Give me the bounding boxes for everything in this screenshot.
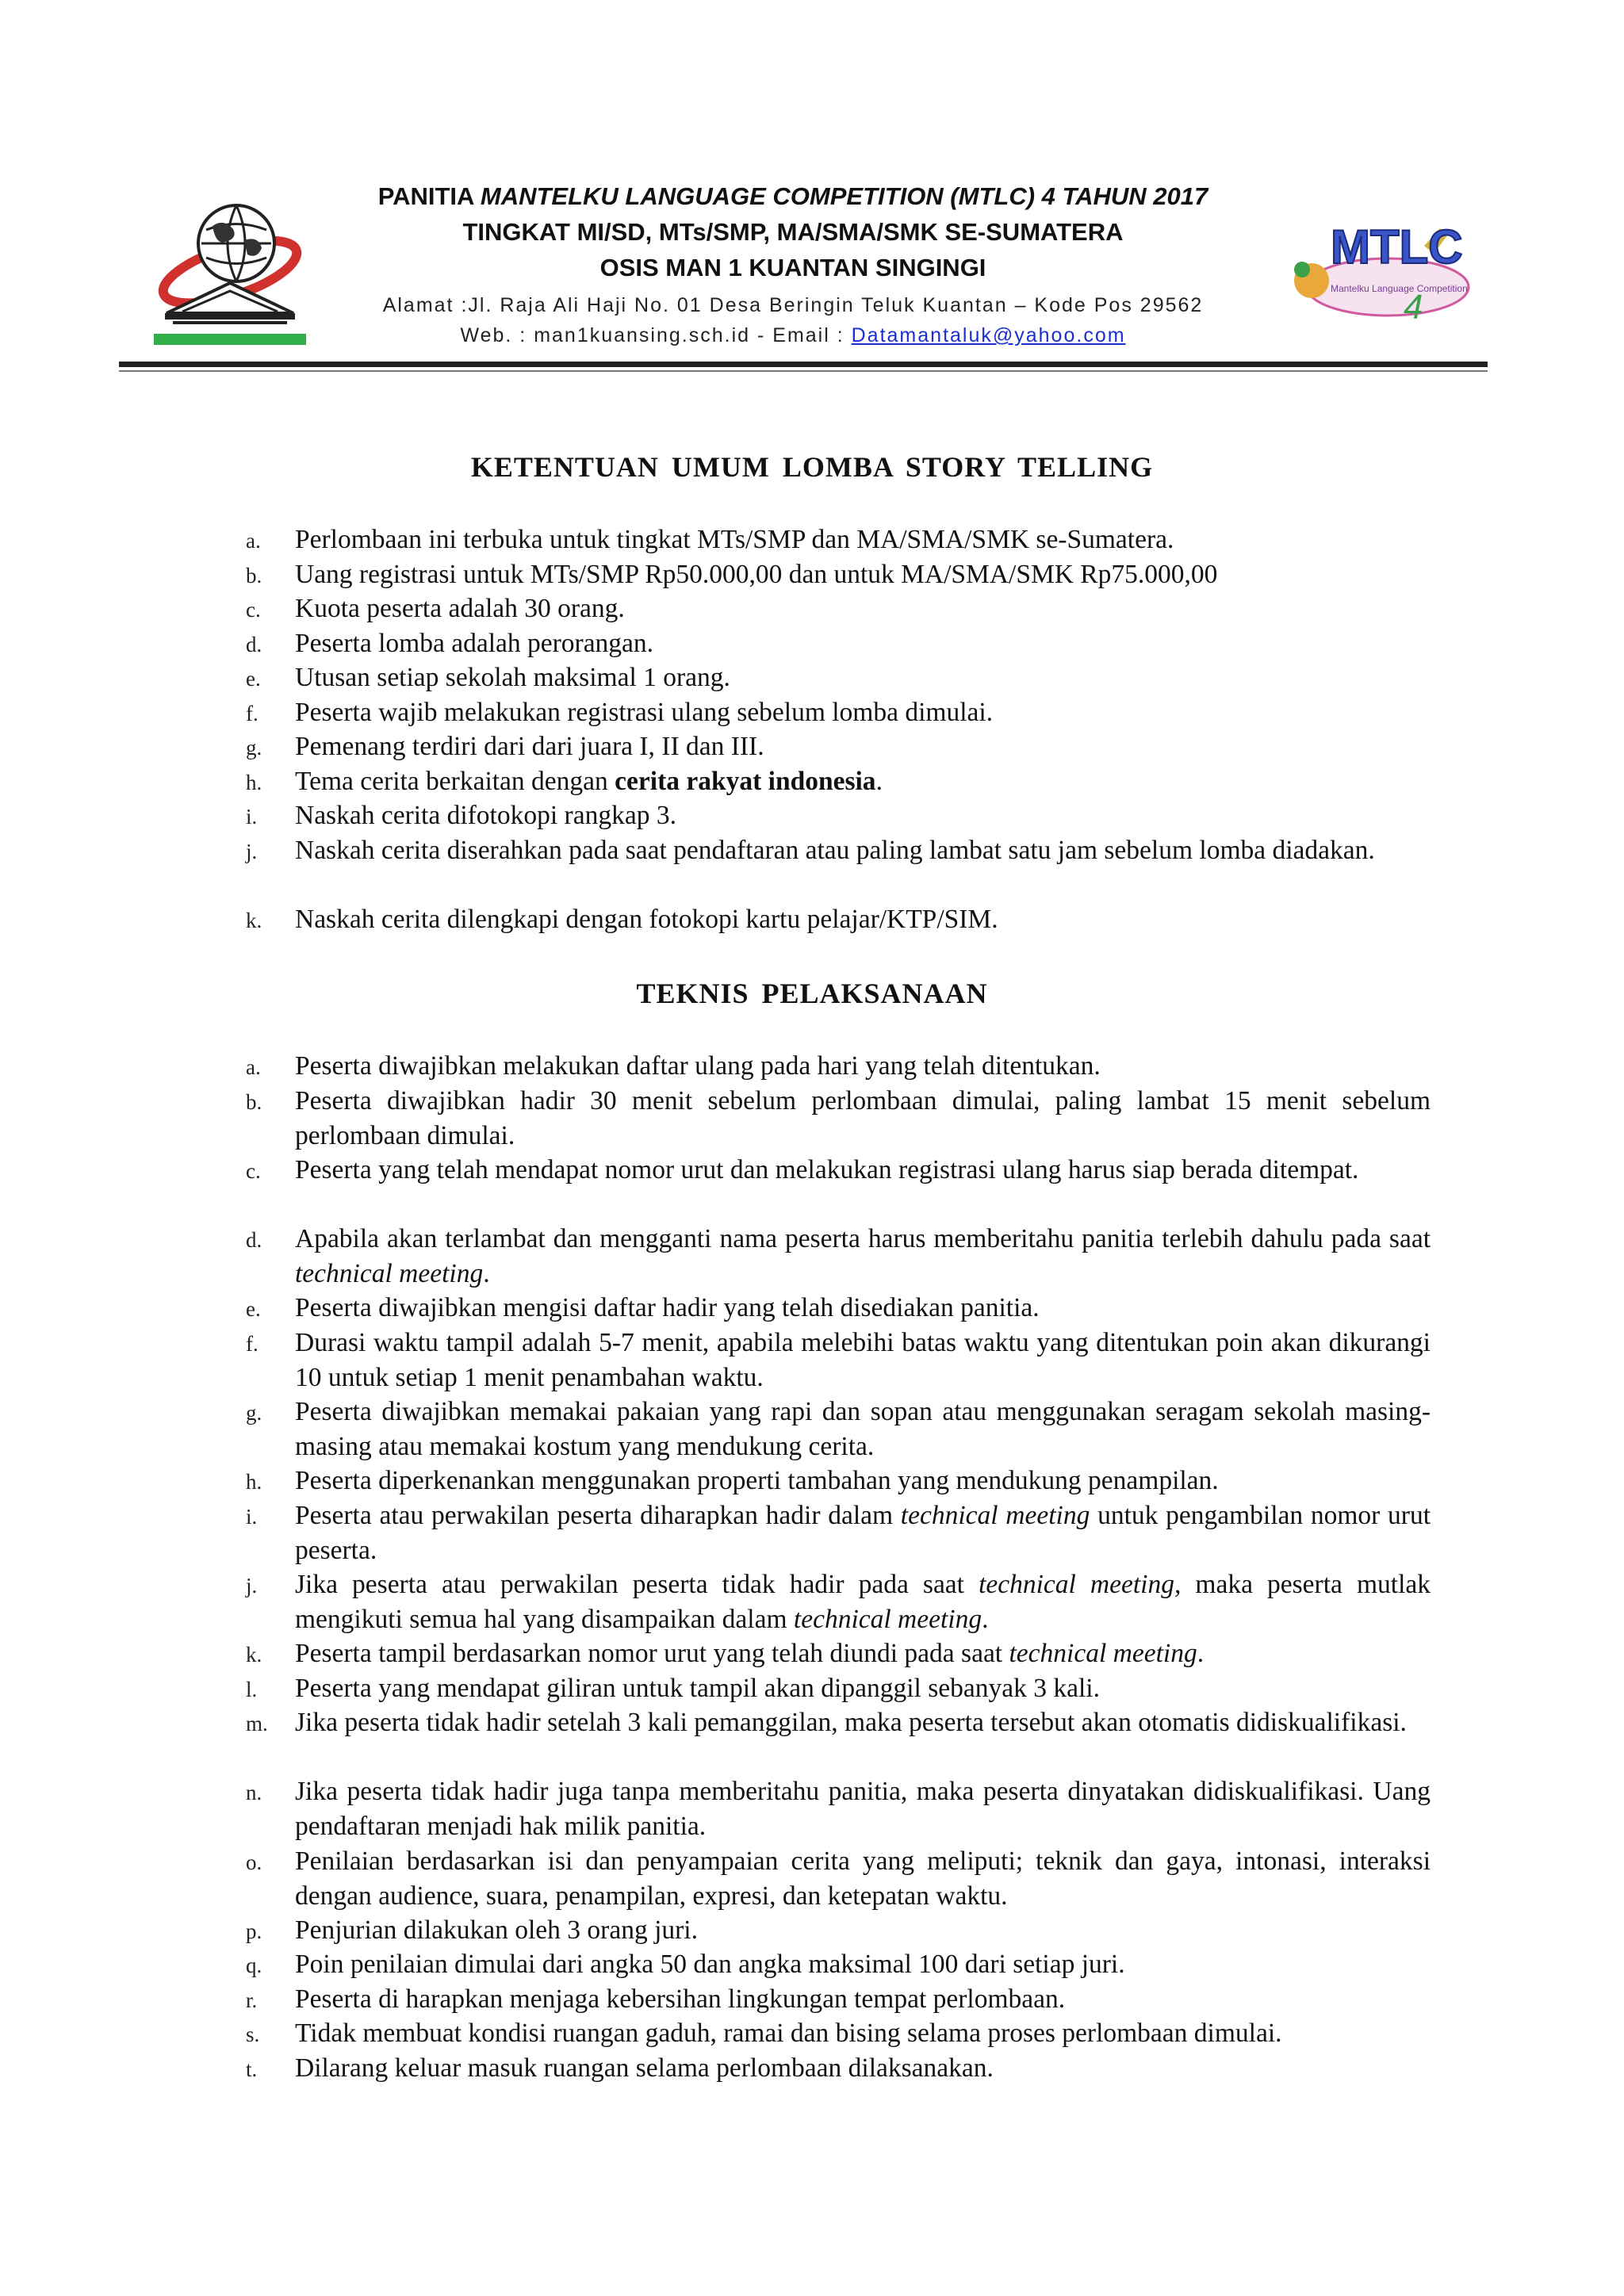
list-item: h. Peserta diperkenankan menggunakan properti tambahan yang mendukung penampilan. [246,1466,1219,1495]
letterhead-web-email: Web. : man1kuansing.sch.id - Email : Datamantaluk@yahoo.com [460,324,1126,346]
list-item: b. Uang registrasi untuk MTs/SMP Rp50.000,00 dan untuk MA/SMA/SMK Rp75.000,00 [246,560,1218,589]
list-item: f. Durasi waktu tampil adalah 5-7 menit, apabila melebihi batas waktu yang ditentukan poin akan dikurangi 10 untuk setiap 1 menit penambahan waktu. [246,1328,1431,1392]
list-item: e. Utusan setiap sekolah maksimal 1 orang. [246,663,730,692]
list-item: p. Penjurian dilakukan oleh 3 orang juri. [246,1915,698,1945]
letterhead-org-line: OSIS MAN 1 KUANTAN SINGINGI [599,254,986,281]
letterhead-rule-thin [119,370,1488,372]
list-item: k. Peserta tampil berdasarkan nomor urut yang telah diundi pada saat technical meeting. [246,1639,1205,1668]
emphasis-text: cerita rakyat indonesia [615,767,876,796]
mtlc-logo-subtext: Mantelku Language Competition [1331,283,1468,294]
letterhead-address: Alamat :Jl. Raja Ali Haji No. 01 Desa Beringin Teluk Kuantan – Kode Pos 29562 [382,294,1204,316]
list-item: l. Peserta yang mendapat giliran untuk tampil akan dipanggil sebanyak 3 kali. [246,1674,1100,1703]
list-item: a. Perlombaan ini terbuka untuk tingkat MTs/SMP dan MA/SMA/SMK se-Sumatera. [246,525,1174,554]
list-item: d. Peserta lomba adalah perorangan. [246,629,654,658]
list-item: f. Peserta wajib melakukan registrasi ulang sebelum lomba dimulai. [246,698,994,727]
list-item: i. Naskah cerita difotokopi rangkap 3. [246,801,676,830]
letterhead [317,178,1269,350]
list-item: t. Dilarang keluar masuk ruangan selama perlombaan dilaksanakan. [246,2053,994,2083]
list-item: s. Tidak membuat kondisi ruangan gaduh, ramai dan bising selama proses perlombaan dimulai. [246,2019,1282,2048]
list-item: b. Peserta diwajibkan hadir 30 menit sebelum perlombaan dimulai, paling lambat 15 menit sebelum perlombaan dimulai. [246,1086,1431,1150]
mtlc-logo [1285,214,1475,333]
list-item: r. Peserta di harapkan menjaga kebersihan lingkungan tempat perlombaan. [246,1984,1066,2014]
list-item: j. Jika peserta atau perwakilan peserta tidak hadir pada saat technical meeting, maka peserta mutlak mengikuti semua hal yang disampaikan dalam technical meeting. [246,1570,1431,1634]
letterhead-level-line: TINGKAT MI/SD, MTs/SMP, MA/SMA/SMK SE-SUMATERA [462,218,1124,246]
mtlc-logo-text: MTLC [1331,220,1463,274]
list-item: j. Naskah cerita diserahkan pada saat pendaftaran atau paling lambat satu jam sebelum lomba diadakan. [246,836,1375,865]
mtlc-logo-number: 4 [1404,288,1423,327]
list-item: a. Peserta diwajibkan melakukan daftar ulang pada hari yang telah ditentukan. [246,1051,1101,1081]
list-item: g. Peserta diwajibkan memakai pakaian yang rapi dan sopan atau menggunakan seragam sekolah masing-masing atau memakai kostum yang mendukung cerita. [246,1397,1431,1461]
list-item: e. Peserta diwajibkan mengisi daftar hadir yang telah disediakan panitia. [246,1293,1040,1322]
list-item: k. Naskah cerita dilengkapi dengan fotokopi kartu pelajar/KTP/SIM. [246,905,998,934]
technical-rules-title: TEKNIS PELAKSANAAN [636,978,988,1009]
list-item: d. Apabila akan terlambat dan mengganti nama peserta harus memberitahu panitia terlebih dahulu pada saat technical meeting. [246,1224,1431,1288]
list-item: q. Poin penilaian dimulai dari angka 50 dan angka maksimal 100 dari setiap juri. [246,1950,1125,1979]
list-item: c. Peserta yang telah mendapat nomor urut dan melakukan registrasi ulang harus siap berada ditempat. [246,1155,1359,1184]
list-item: i. Peserta atau perwakilan peserta diharapkan hadir dalam technical meeting untuk pengambilan nomor urut peserta. [246,1501,1431,1565]
osis-logo [151,194,309,349]
list-item: h. Tema cerita berkaitan dengan cerita rakyat indonesia. [246,767,883,796]
general-rules-title: KETENTUAN UMUM LOMBA STORY TELLING [470,451,1154,483]
letterhead-rule [119,362,1488,367]
list-item: g. Pemenang terdiri dari dari juara I, II dan III. [246,732,764,761]
letterhead-committee-line: PANITIA MANTELKU LANGUAGE COMPETITION (MTLC) 4 TAHUN 2017 [377,182,1208,210]
email-link[interactable]: Datamantaluk@yahoo.com [851,324,1126,346]
list-item: o. Penilaian berdasarkan isi dan penyampaian cerita yang meliputi; teknik dan gaya, intonasi, interaksi dengan audience, suara, penampilan, expresi, dan ketepatan waktu. [246,1846,1431,1911]
list-item: c. Kuota peserta adalah 30 orang. [246,594,625,623]
list-item: n. Jika peserta tidak hadir juga tanpa memberitahu panitia, maka peserta dinyatakan didiskualifikasi. Uang pendaftaran menjadi hak milik panitia. [246,1777,1431,1841]
list-item: m. Jika peserta tidak hadir setelah 3 kali pemanggilan, maka peserta tersebut akan otomatis didiskualifikasi. [246,1708,1407,1737]
